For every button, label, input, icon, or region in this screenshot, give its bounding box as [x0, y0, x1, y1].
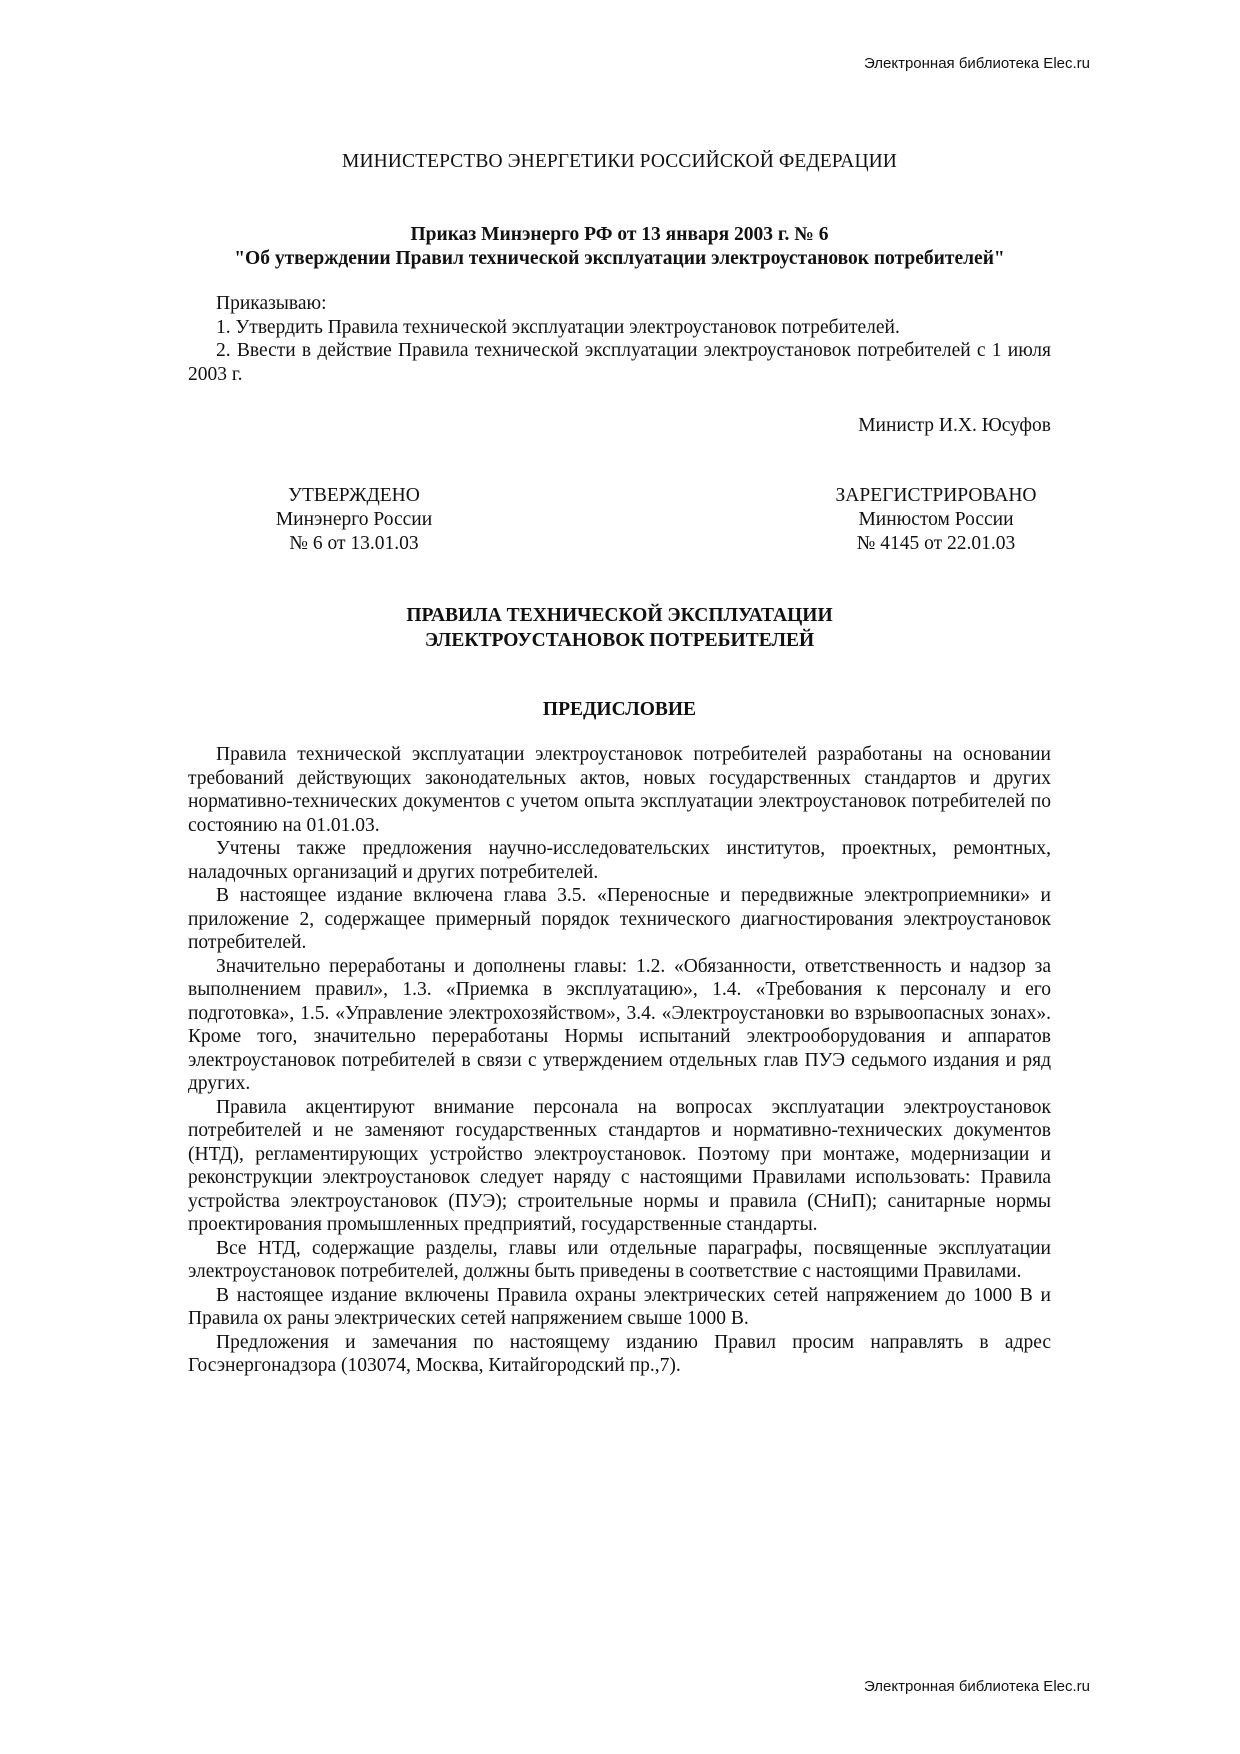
preface-paragraph: Правила технической эксплуатации электроустановок потребителей разработаны на основании требований действующих законодательных актов, новых государственных стандартов и других нормативно-технических документов с учетом опыта эксплуатации электроустановок потребителей по состоянию на 01.01.03. [188, 744, 1051, 836]
registered-line-3: № 4145 от 22.01.03 [856, 533, 1016, 554]
rules-title-line-2: ЭЛЕКТРОУСТАНОВОК ПОТРЕБИТЕЛЕЙ [424, 630, 815, 651]
preface-paragraph: Учтены также предложения научно-исследовательских институтов, проектных, ремонтных, наладочных организаций и других потребителей. [188, 838, 1051, 883]
preface-paragraph: Значительно переработаны и дополнены главы: 1.2. «Обязанности, ответственность и надзор за выполнением правил», 1.3. «Приемка в эксплуатацию», 1.4. «Требования к персоналу и его подготовка», 1.5. «Управление электрохозяйством», 3.4. «Электроустановки во взрывоопасных зонах». Кроме того, значительно переработаны Нормы испытаний электрооборудования и аппаратов электроустановок потребителей в связи с утверждением отдельных глав ПУЭ седьмого издания и ряд других. [188, 955, 1051, 1094]
preface-paragraph: Все НТД, содержащие разделы, главы или отдельные параграфы, посвященные эксплуатации электроустановок потребителей, должны быть приведены в соответствие с настоящими Правилами. [188, 1237, 1051, 1282]
order-paragraph: 1. Утвердить Правила технической эксплуатации электроустановок потребителей. [216, 316, 900, 338]
registered-line-1: ЗАРЕГИСТРИРОВАНО [835, 485, 1037, 506]
registered-block [786, 484, 1086, 556]
registered-line-2: Минюстом России [858, 509, 1014, 530]
preface-paragraph: В настоящее издание включены Правила охраны электрических сетей напряжением до 1000 В и Правила ох раны электрических сетей напряжением свыше 1000 В. [188, 1284, 1051, 1329]
order-title-line-1: Приказ Минэнерго РФ от 13 января 2003 г. № 6 [410, 224, 829, 245]
order-title [188, 223, 1051, 271]
footer-library-label: Электронная библиотека Elec.ru [863, 1678, 1090, 1695]
ministry-heading: МИНИСТЕРСТВО ЭНЕРГЕТИКИ РОССИЙСКОЙ ФЕДЕРАЦИИ [342, 151, 897, 172]
preface-body [188, 743, 1051, 1378]
order-body [188, 292, 1051, 386]
rules-title [188, 603, 1051, 653]
header-library-label: Электронная библиотека Elec.ru [863, 55, 1090, 72]
preface-paragraph: В настоящее издание включена глава 3.5. «Переносные и передвижные электроприемники» и приложение 2, содержащее примерный порядок технического диагностирования электроустановок потребителей. [188, 885, 1051, 953]
approved-line-1: УТВЕРЖДЕНО [288, 485, 420, 506]
approved-line-3: № 6 от 13.01.03 [289, 533, 419, 554]
order-paragraph: 2. Ввести в действие Правила технической эксплуатации электроустановок потребителей с 1 июля 2003 г. [188, 340, 1051, 385]
order-paragraph: Приказываю: [216, 293, 327, 314]
preface-paragraph: Правила акцентируют внимание персонала на вопросах эксплуатации электроустановок потребителей и не заменяют государственных стандартов и нормативно-технических документов (НТД), регламентирующих устройство электроустановок. Поэтому при монтаже, модернизации и реконструкции электроустановок следует наряду с настоящими Правилами использовать: Правила устройства электроустановок (ПУЭ); строительные нормы и правила (СНиП); санитарные нормы проектирования промышленных предприятий, государственные стандарты. [188, 1096, 1051, 1235]
preface-title: ПРЕДИСЛОВИЕ [542, 699, 697, 720]
preface-paragraph: Предложения и замечания по настоящему изданию Правил просим направлять в адрес Госэнергонадзора (103074, Москва, Китайгородский пр.,7). [188, 1331, 1051, 1376]
rules-title-line-1: ПРАВИЛА ТЕХНИЧЕСКОЙ ЭКСПЛУАТАЦИИ [406, 605, 833, 626]
minister-signature: Министр И.Х. Юсуфов [858, 415, 1051, 436]
approved-line-2: Минэнерго России [275, 509, 433, 530]
approved-block [204, 484, 504, 556]
order-title-line-2: "Об утверждении Правил технической эксплуатации электроустановок потребителей" [234, 248, 1005, 269]
